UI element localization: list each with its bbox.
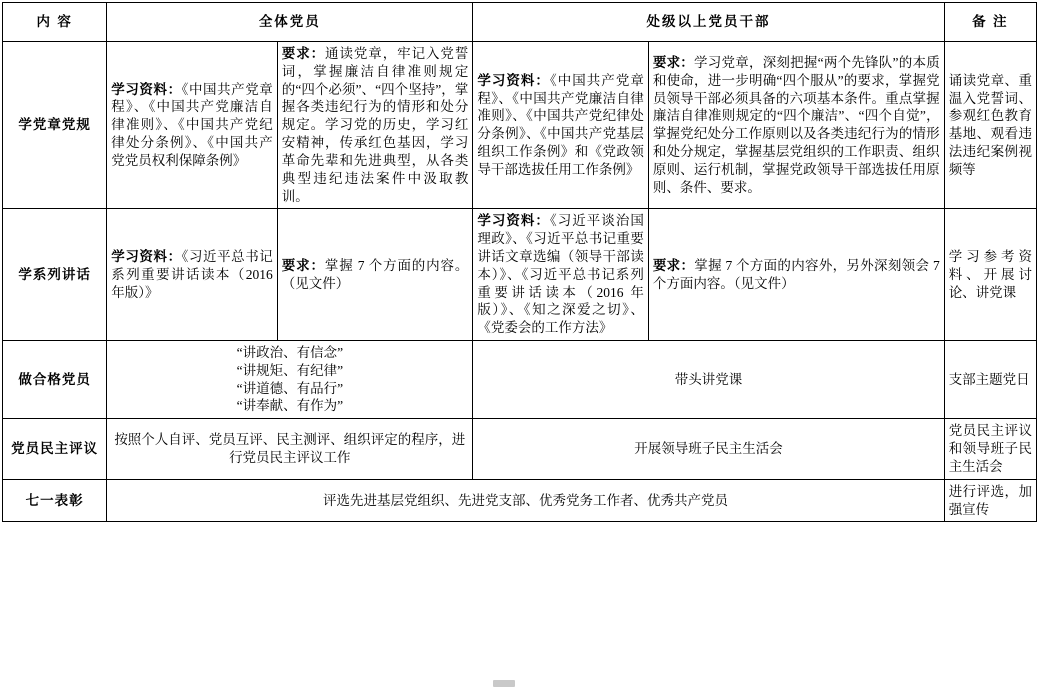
cell-note-speeches: 学习参考资料、开展讨论、讲党课 [944,209,1036,341]
row-label-democratic-review: 党员民主评议 [3,419,107,479]
materials-text: 《中国共产党章程》、《中国共产党廉洁自律准则》、《中国共产党纪律处分条例》、《中国共产党党员权利保障条例》 [111,81,273,168]
materials-text: 《习近平谈治国理政》、《习近平总书记重要讲话文章选编（领导干部读本）》、《习近平总书记系列重要讲话读本（2016 年版）》、《知之深爱之切》、《党委会的工作方法》 [477,213,644,336]
materials-text: 《习近平总书记系列重要讲话读本（2016 年版）》 [111,248,273,300]
cell-all-requirements-rules [277,42,473,209]
row-label-speeches: 学系列讲话 [3,209,107,341]
materials-text: 《中国共产党章程》、《中国共产党廉洁自律准则》、《中国共产党纪律处分条例》、《中国共产党基层组织工作条例》和《党政领导干部选拔任用工作条例》 [477,72,644,177]
cell-cadre-requirements-speeches [648,209,944,341]
slogan-item: “讲奉献、有作为” [236,398,344,414]
requirements-title: 要求： [652,257,695,273]
requirements-title: 要求： [281,257,325,273]
cell-all-requirements-speeches [277,209,473,341]
header-notes: 备 注 [944,3,1036,42]
study-plan-table [2,2,1037,522]
table-row [3,42,1037,209]
materials-title: 学习资料： [111,248,182,264]
table-header-row [3,3,1037,42]
materials-title: 学习资料： [477,72,550,88]
scrollbar-thumb[interactable] [493,680,515,687]
header-cadres: 处级以上党员干部 [473,3,944,42]
cell-all-materials-rules [107,42,277,209]
cell-note-qualified-member: 支部主题党日 [944,341,1036,419]
materials-title: 学习资料： [477,213,550,229]
cell-all-democratic-review: 按照个人自评、党员互评、民主测评、组织评定的程序，进行党员民主评议工作 [107,419,473,479]
cell-slogans [107,341,473,419]
row-label-july-first: 七一表彰 [3,479,107,522]
cell-cadre-materials-speeches [473,209,649,341]
bottom-strip [0,681,1039,687]
document-page [0,2,1039,687]
row-label-qualified-member: 做合格党员 [3,341,107,419]
requirements-text: 通读党章，牢记入党誓词，掌握廉洁自律准则规定的“四个必须”、“四个坚持”，掌握各类违纪行为的情形和处分规定。学习党的历史，学习红安精神，传承红色基因，学习革命先辈和先进典型，从各类典型违纪违法案件中汲取教训。 [281,46,469,204]
requirements-text: 掌握 7 个方面的内容外，另外深刻领会 7 个方面内容。（见文件） [652,257,940,291]
cell-cadre-qualified-member: 带头讲党课 [473,341,944,419]
materials-title: 学习资料： [111,81,182,97]
cell-note-rules: 诵读党章、重温入党誓词、参观红色教育基地、观看违法违纪案例视频等 [944,42,1036,209]
cell-note-july-first: 进行评选，加强宣传 [944,479,1036,522]
slogan-item: “讲道德、有品行” [236,380,344,396]
cell-cadre-requirements-rules [648,42,944,209]
table-row [3,479,1037,522]
requirements-title: 要求： [281,46,326,61]
requirements-text: 掌握 7 个方面的内容。（见文件） [281,257,469,291]
row-label-party-rules: 学党章党规 [3,42,107,209]
cell-cadre-democratic-review: 开展领导班子民主生活会 [473,419,944,479]
slogan-item: “讲政治、有信念” [236,345,344,360]
slogan-item: “讲规矩、有纪律” [236,362,344,378]
cell-july-first-content: 评选先进基层党组织、先进党支部、优秀党务工作者、优秀共产党员 [107,479,944,522]
cell-note-democratic-review: 党员民主评议和领导班子民主生活会 [944,419,1036,479]
table-row [3,419,1037,479]
header-all-members: 全体党员 [107,3,473,42]
header-category: 内 容 [3,3,107,42]
table-row [3,341,1037,419]
table-row [3,209,1037,341]
requirements-text: 学习党章，深刻把握“两个先锋队”的本质和使命，进一步明确“四个服从”的要求，掌握党员领导干部必须具备的六项基本条件。重点掌握廉洁自律准则规定的“四个廉洁”、“四个自觉”，掌握党纪处分工作原则以及各类违纪行为的情形和处分规定，掌握基层党组织的工作职责、组织原则、运行机制，掌握党政领导干部选拔任用原则、条件、要求。 [652,54,940,195]
cell-cadre-materials-rules [473,42,649,209]
requirements-title: 要求： [652,54,695,70]
cell-all-materials-speeches [107,209,277,341]
